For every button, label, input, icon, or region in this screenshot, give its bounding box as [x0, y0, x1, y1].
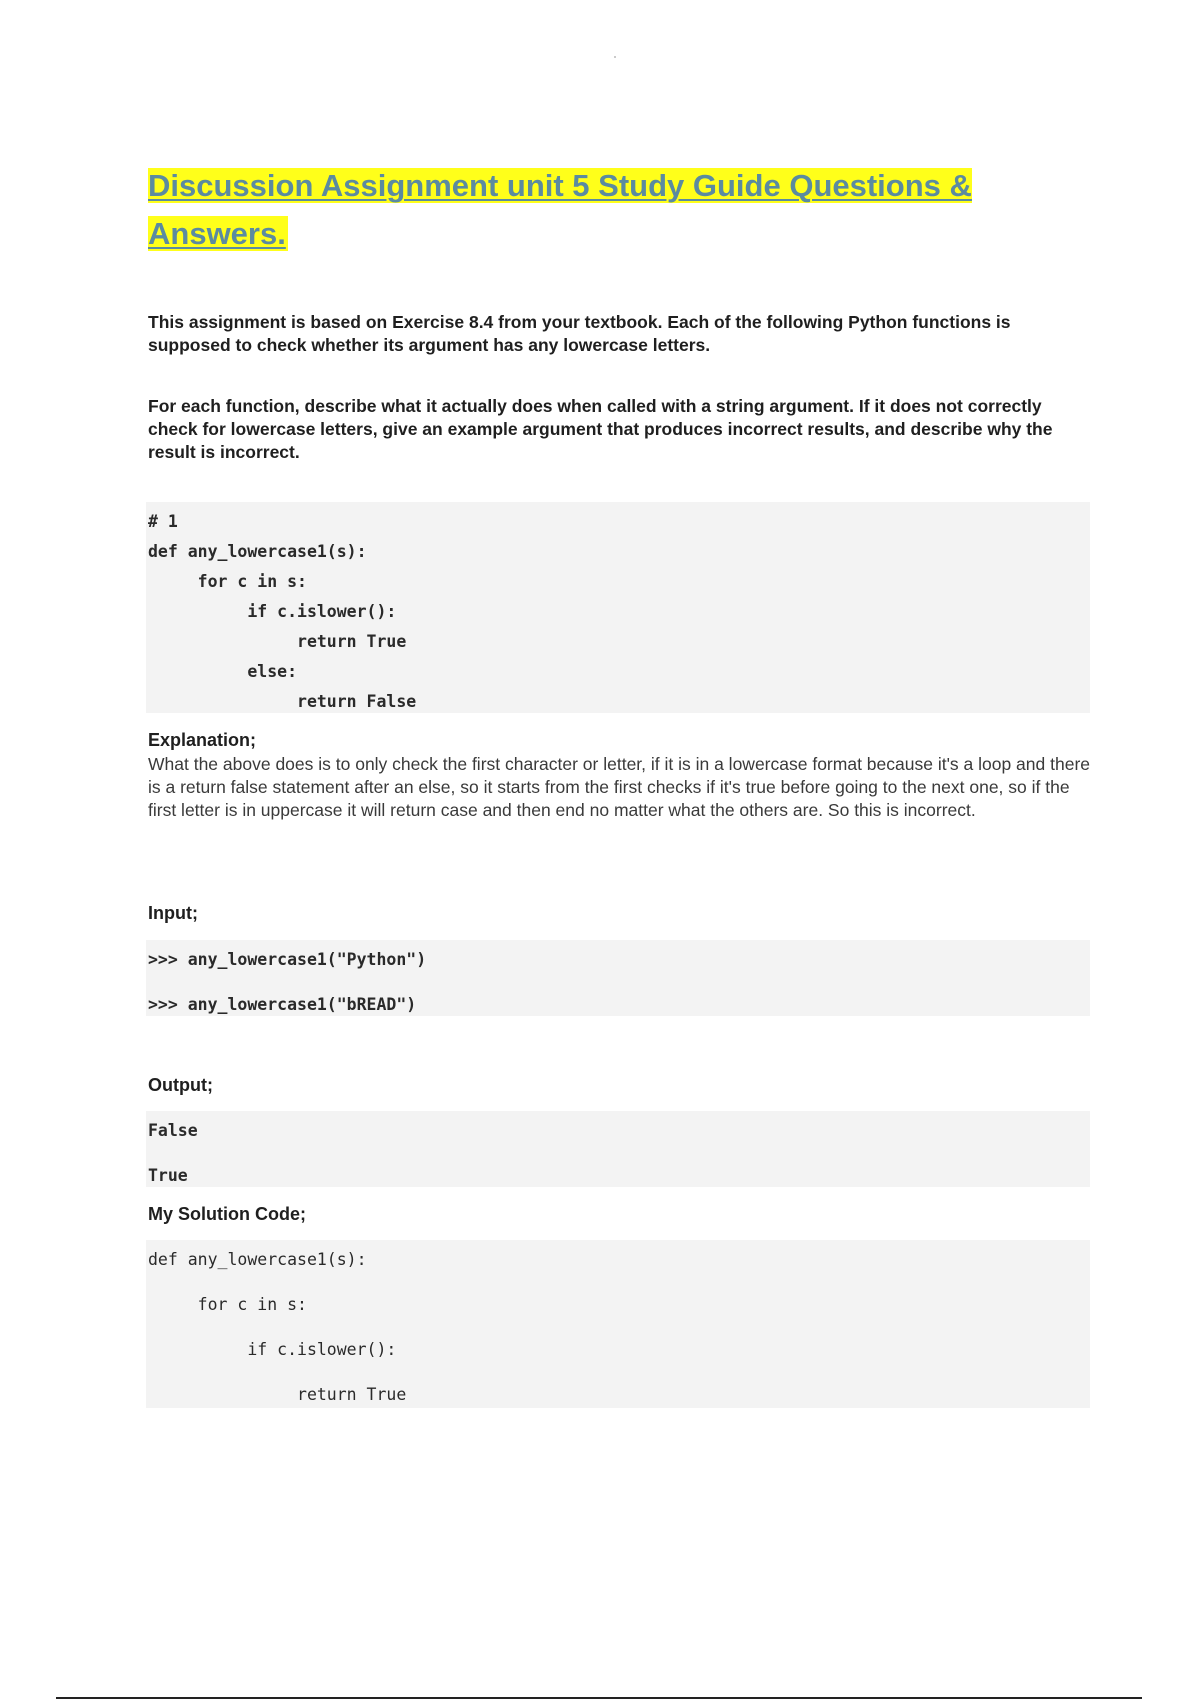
code-block-output: [146, 1111, 1090, 1187]
code-line: False: [148, 1121, 198, 1140]
code-line: else:: [148, 662, 298, 681]
instructions-paragraph: For each function, describe what it actually does when called with a string argument. If it does not correctly check for lowercase letters, give an example argument that produces incorrect results, and describe why the result is incorrect.: [148, 396, 1053, 462]
code-line: if c.islower():: [148, 602, 397, 621]
intro-paragraph: This assignment is based on Exercise 8.4 from your textbook. Each of the following Python functions is supposed to check whether its argument has any lowercase letters.: [148, 312, 1011, 355]
code-line: return False: [148, 692, 417, 711]
code-block-input: [146, 940, 1090, 1016]
solution-label: My Solution Code;: [148, 1204, 306, 1224]
code-line: if c.islower():: [148, 1340, 397, 1359]
code-block-solution: [146, 1240, 1090, 1408]
code-line: True: [148, 1166, 188, 1185]
code-line: >>> any_lowercase1("Python"): [148, 950, 427, 969]
output-label: Output;: [148, 1075, 213, 1095]
code-line: def any_lowercase1(s):: [148, 542, 367, 561]
code-line: for c in s:: [148, 572, 307, 591]
explanation-label: Explanation;: [148, 730, 257, 750]
code-line: return True: [148, 1385, 407, 1404]
code-line: >>> any_lowercase1("bREAD"): [148, 995, 417, 1014]
title-text: Discussion Assignment unit 5 Study Guide Questions & Answers.: [148, 168, 972, 251]
code-block-function1: [146, 502, 1090, 713]
bottom-divider: [56, 1697, 1142, 1699]
code-line: # 1: [148, 512, 178, 531]
page-mark: [614, 56, 616, 58]
page-title: [148, 162, 1088, 258]
code-line: def any_lowercase1(s):: [148, 1250, 367, 1269]
code-line: return True: [148, 632, 407, 651]
code-line: for c in s:: [148, 1295, 307, 1314]
explanation-text: What the above does is to only check the first character or letter, if it is in a lowercase format because it's a loop and there is a return false statement after an else, so it starts from the first checks if it's true before going to the next one, so if the first letter is in uppercase it will return case and then end no matter what the others are. So this is incorrect.: [148, 754, 1091, 820]
input-label: Input;: [148, 903, 198, 923]
